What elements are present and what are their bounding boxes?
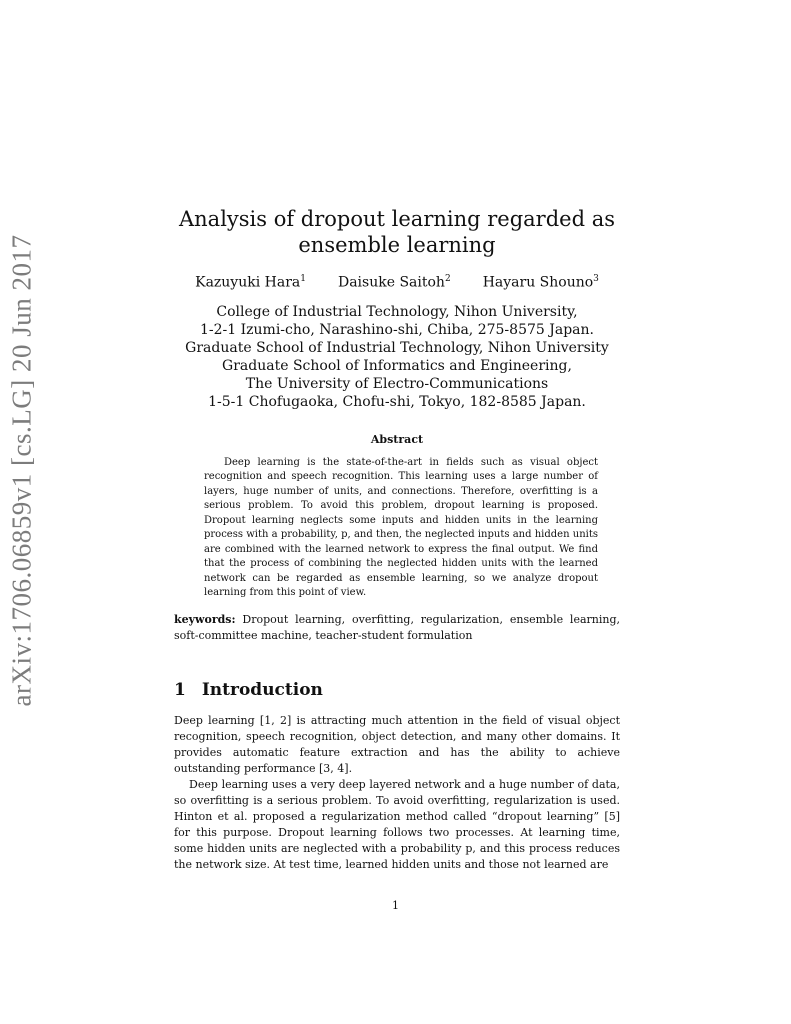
section-heading	[174, 680, 620, 700]
author: Hayaru Shouno$^3$	[482, 274, 599, 291]
affiliation-line: Graduate School of Informatics and Engineering,	[222, 357, 572, 374]
paper-first-page	[174, 206, 620, 873]
arxiv-identifier-stamp	[2, 234, 42, 706]
keywords	[174, 612, 620, 644]
page-number: 1	[392, 899, 399, 912]
keywords-text: Dropout learning, overfitting, regularization, ensemble learning, soft-committee machine, teacher-student formulation	[174, 612, 621, 642]
section-title: Introduction	[201, 679, 323, 700]
author: Daisuke Saitoh$^2$	[337, 274, 451, 291]
keywords-label: keywords:	[174, 612, 236, 626]
paper-title: Analysis of dropout learning regarded as ensemble learning	[178, 207, 616, 257]
abstract-text: Deep learning is the state-of-the-art in fields such as visual object recognition and speech recognition. This learning uses a large number of layers, huge number of units, and connections. Therefore, overfitting is a serious problem. To avoid this problem, dropout learning is proposed. Dropout learning neglects some inputs and hidden units in the learning process with a probability, p, and then, the neglected inputs and hidden units are combined with the learned network to express the final output. We find that the process of combining the neglected hidden units with the learned network can be regarded as ensemble learning, so we analyze dropout learning from this point of view.	[204, 456, 598, 599]
abstract-heading: Abstract	[370, 432, 424, 446]
arxiv-identifier-text: arXiv:1706.06859v1 [cs.LG] 20 Jun 2017	[6, 234, 37, 706]
body-paragraph: Deep learning uses a very deep layered network and a huge number of data, so overfitting is a serious problem. To avoid overfitting, regularization is used. Hinton et al. proposed a regularization method called “dropout learning” [5] for this purpose. Dropout learning follows two processes. At learning time, some hidden units are neglected with a probability p, and this process reduces the network size. At test time, learned hidden units and those not learned are	[174, 777, 620, 871]
affiliation-line: 1-2-1 Izumi-cho, Narashino-shi, Chiba, 275-8575 Japan.	[200, 321, 594, 338]
body-paragraph: Deep learning [1, 2] is attracting much attention in the field of visual object recognition, speech recognition, object detection, and many other domains. It provides automatic feature extraction and has the ability to achieve outstanding performance [3, 4].	[174, 713, 620, 775]
affiliation-line: The University of Electro-Communications	[245, 375, 549, 392]
section-number: 1	[174, 679, 186, 700]
affiliations	[174, 303, 620, 411]
affiliation-line: College of Industrial Technology, Nihon University,	[216, 303, 578, 320]
author-list	[174, 274, 620, 291]
affiliation-line: Graduate School of Industrial Technology, Nihon University	[185, 339, 609, 356]
author: Kazuyuki Hara$^1$	[195, 274, 306, 291]
affiliation-line: 1-5-1 Chofugaoka, Chofu-shi, Tokyo, 182-8585 Japan.	[208, 393, 586, 410]
